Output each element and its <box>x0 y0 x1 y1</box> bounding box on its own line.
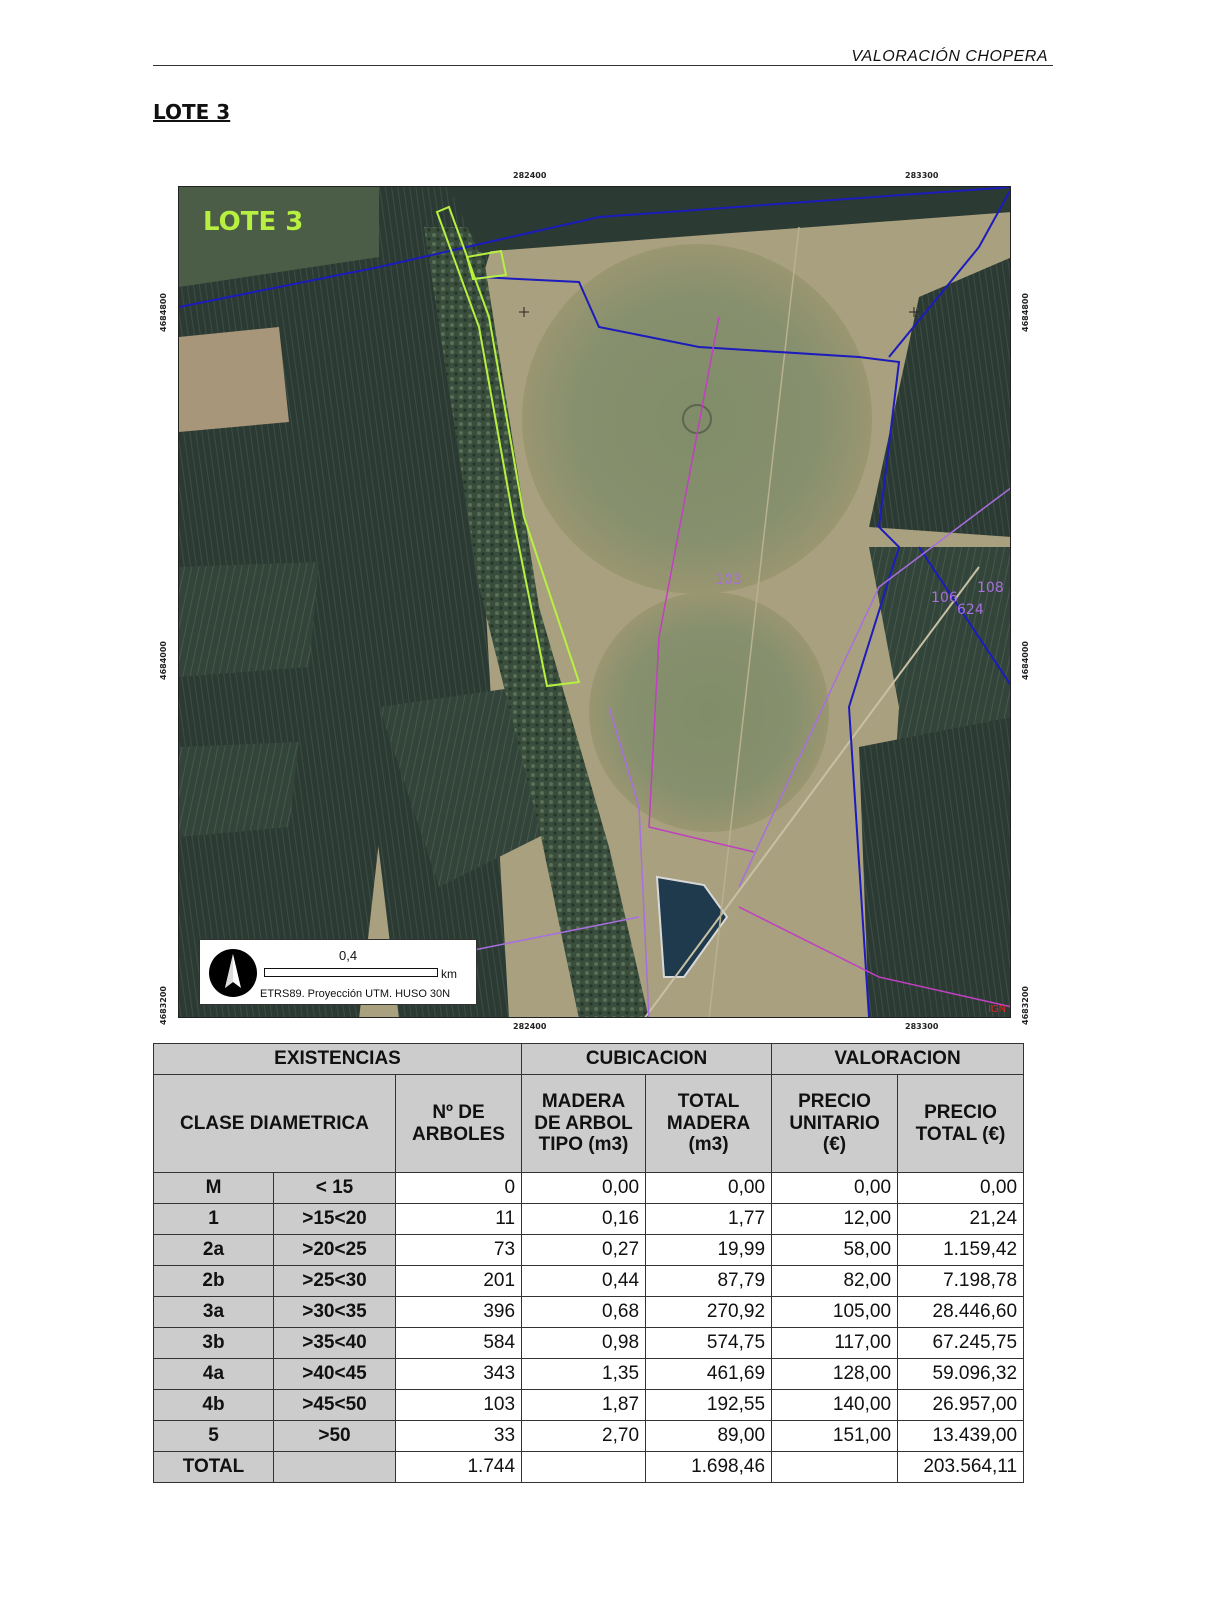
map-lote-label: LOTE 3 <box>203 207 304 237</box>
table-row <box>154 1390 1024 1421</box>
row-precio-unitario: 12,00 <box>772 1204 898 1235</box>
row-rango: >25<30 <box>274 1266 396 1297</box>
coord-bottom-1: 282400 <box>513 1022 547 1031</box>
col-precio-unitario: PRECIO UNITARIO (€) <box>772 1075 898 1173</box>
row-madera-tipo: 0,00 <box>522 1173 646 1204</box>
table-row <box>154 1328 1024 1359</box>
row-rango: >40<45 <box>274 1359 396 1390</box>
col-clase: CLASE DIAMETRICA <box>154 1075 396 1173</box>
row-rango: >35<40 <box>274 1328 396 1359</box>
coord-left-3: 4683200 <box>158 986 168 1025</box>
header-rule <box>153 65 1053 66</box>
row-arboles: 0 <box>396 1173 522 1204</box>
row-total-madera: 87,79 <box>646 1266 772 1297</box>
coord-right-2: 4684000 <box>1020 641 1030 680</box>
row-precio-unitario: 82,00 <box>772 1266 898 1297</box>
group-existencias: EXISTENCIAS <box>154 1044 522 1075</box>
row-precio-total: 67.245,75 <box>898 1328 1024 1359</box>
row-rango: >30<35 <box>274 1297 396 1328</box>
row-madera-tipo: 0,98 <box>522 1328 646 1359</box>
row-madera-tipo: 2,70 <box>522 1421 646 1452</box>
row-precio-total: 7.198,78 <box>898 1266 1024 1297</box>
table-row <box>154 1266 1024 1297</box>
row-arboles: 584 <box>396 1328 522 1359</box>
parcel-label: 103 <box>715 572 742 588</box>
table-row <box>154 1297 1024 1328</box>
parcel-label: 106 <box>931 590 958 606</box>
section-title: LOTE 3 <box>153 100 231 124</box>
total-empty <box>274 1452 396 1483</box>
col-madera-tipo: MADERA DE ARBOL TIPO (m3) <box>522 1075 646 1173</box>
row-arboles: 33 <box>396 1421 522 1452</box>
coord-bottom-2: 283300 <box>905 1022 939 1031</box>
scale-legend <box>199 939 477 1005</box>
scale-value: 0,4 <box>339 948 358 963</box>
coord-right-3: 4683200 <box>1020 986 1030 1025</box>
row-rango: < 15 <box>274 1173 396 1204</box>
row-total-madera: 19,99 <box>646 1235 772 1266</box>
row-madera-tipo: 0,44 <box>522 1266 646 1297</box>
row-clase: 2b <box>154 1266 274 1297</box>
col-precio-total: PRECIO TOTAL (€) <box>898 1075 1024 1173</box>
row-clase: 3b <box>154 1328 274 1359</box>
valuation-table <box>153 1043 1024 1483</box>
row-total-madera: 574,75 <box>646 1328 772 1359</box>
row-total-madera: 89,00 <box>646 1421 772 1452</box>
row-madera-tipo: 0,68 <box>522 1297 646 1328</box>
coord-left-1: 4684800 <box>158 293 168 332</box>
row-total-madera: 270,92 <box>646 1297 772 1328</box>
row-clase: 5 <box>154 1421 274 1452</box>
row-precio-unitario: 117,00 <box>772 1328 898 1359</box>
table-group-header <box>154 1044 1024 1075</box>
parcel-label: 624 <box>957 602 984 618</box>
row-precio-total: 28.446,60 <box>898 1297 1024 1328</box>
row-arboles: 396 <box>396 1297 522 1328</box>
row-arboles: 343 <box>396 1359 522 1390</box>
row-total-madera: 461,69 <box>646 1359 772 1390</box>
row-clase: 1 <box>154 1204 274 1235</box>
row-precio-total: 1.159,42 <box>898 1235 1024 1266</box>
row-madera-tipo: 0,16 <box>522 1204 646 1235</box>
row-precio-total: 21,24 <box>898 1204 1024 1235</box>
scale-bar <box>264 968 438 977</box>
row-rango: >15<20 <box>274 1204 396 1235</box>
coord-right-1: 4684800 <box>1020 293 1030 332</box>
row-precio-unitario: 151,00 <box>772 1421 898 1452</box>
row-precio-unitario: 0,00 <box>772 1173 898 1204</box>
aerial-imagery <box>179 187 1011 1018</box>
coord-top-2: 283300 <box>905 171 939 180</box>
document-header: VALORACIÓN CHOPERA <box>851 48 1048 65</box>
row-total-madera: 0,00 <box>646 1173 772 1204</box>
table-row <box>154 1359 1024 1390</box>
table-row <box>154 1421 1024 1452</box>
north-arrow-icon <box>208 948 258 998</box>
row-precio-unitario: 140,00 <box>772 1390 898 1421</box>
row-total-madera: 192,55 <box>646 1390 772 1421</box>
group-cubicacion: CUBICACION <box>522 1044 772 1075</box>
scale-unit: km <box>441 967 457 981</box>
projection-label: ETRS89. Proyección UTM. HUSO 30N <box>260 988 451 1000</box>
row-clase: M <box>154 1173 274 1204</box>
total-empty <box>522 1452 646 1483</box>
total-arboles: 1.744 <box>396 1452 522 1483</box>
row-precio-total: 0,00 <box>898 1173 1024 1204</box>
row-arboles: 201 <box>396 1266 522 1297</box>
row-madera-tipo: 1,87 <box>522 1390 646 1421</box>
map-credit: IGN <box>988 1004 1006 1015</box>
table-column-header <box>154 1075 1024 1173</box>
row-clase: 4a <box>154 1359 274 1390</box>
table-total-row <box>154 1452 1024 1483</box>
group-valoracion: VALORACION <box>772 1044 1024 1075</box>
total-empty <box>772 1452 898 1483</box>
total-label: TOTAL <box>154 1452 274 1483</box>
row-precio-total: 59.096,32 <box>898 1359 1024 1390</box>
coord-top-1: 282400 <box>513 171 547 180</box>
total-madera: 1.698,46 <box>646 1452 772 1483</box>
total-precio: 203.564,11 <box>898 1452 1024 1483</box>
col-arboles: Nº DE ARBOLES <box>396 1075 522 1173</box>
row-precio-unitario: 105,00 <box>772 1297 898 1328</box>
row-madera-tipo: 0,27 <box>522 1235 646 1266</box>
table-row <box>154 1173 1024 1204</box>
row-precio-unitario: 58,00 <box>772 1235 898 1266</box>
table-row <box>154 1204 1024 1235</box>
row-rango: >50 <box>274 1421 396 1452</box>
aerial-map <box>178 186 1011 1018</box>
row-rango: >20<25 <box>274 1235 396 1266</box>
row-clase: 4b <box>154 1390 274 1421</box>
coord-left-2: 4684000 <box>158 641 168 680</box>
row-precio-unitario: 128,00 <box>772 1359 898 1390</box>
table-row <box>154 1235 1024 1266</box>
row-arboles: 11 <box>396 1204 522 1235</box>
row-clase: 3a <box>154 1297 274 1328</box>
row-clase: 2a <box>154 1235 274 1266</box>
row-total-madera: 1,77 <box>646 1204 772 1235</box>
row-madera-tipo: 1,35 <box>522 1359 646 1390</box>
row-arboles: 103 <box>396 1390 522 1421</box>
row-rango: >45<50 <box>274 1390 396 1421</box>
parcel-label: 108 <box>977 580 1004 596</box>
row-precio-total: 13.439,00 <box>898 1421 1024 1452</box>
row-arboles: 73 <box>396 1235 522 1266</box>
row-precio-total: 26.957,00 <box>898 1390 1024 1421</box>
col-total-madera: TOTAL MADERA (m3) <box>646 1075 772 1173</box>
